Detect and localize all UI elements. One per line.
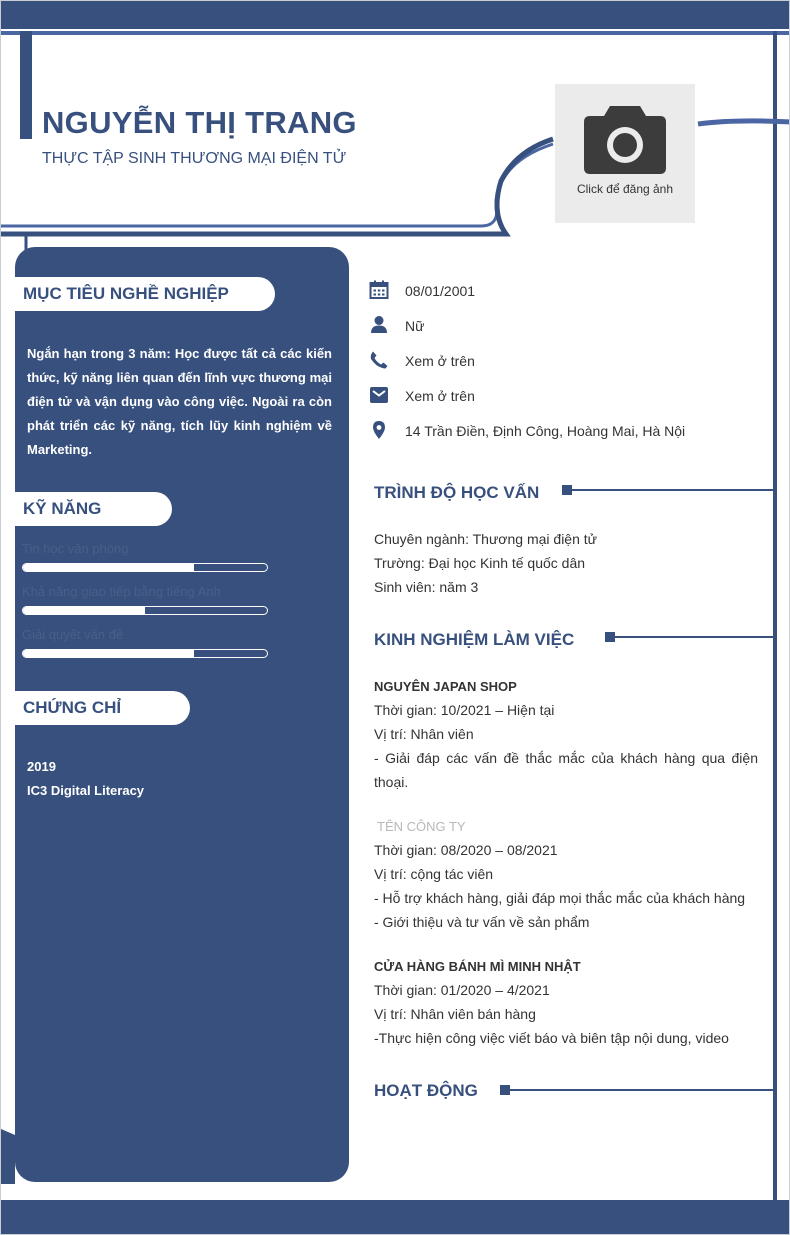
job-company: NGUYÊN JAPAN SHOP [374, 679, 517, 694]
contact-text: 14 Trần Điền, Định Công, Hoàng Mai, Hà Nội [405, 423, 686, 439]
contact-text: Xem ở trên [405, 353, 475, 369]
job-time: Thời gian: 10/2021 – Hiện tại [374, 702, 555, 718]
job-title: THỰC TẬP SINH THƯƠNG MẠI ĐIỆN TỬ [42, 150, 347, 167]
job-position: Vị trí: Nhân viên bán hàng [374, 1006, 536, 1022]
certificates-title: CHỨNG CHỈ [23, 698, 122, 717]
phone-icon [369, 350, 389, 370]
objective-text: Ngắn hạn trong 3 năm: Học được tất cả các kiến thức, kỹ năng liên quan đến lĩnh vực thương mại điện tử và vận dụng vào công việc. Ngoài ra còn phát triển các kỹ năng, tích lũy kinh nghiệm về Marketing. [27, 346, 332, 457]
envelope-icon [369, 385, 389, 405]
job-company: CỬA HÀNG BÁNH MÌ MINH NHẬT [374, 959, 581, 974]
education-school: Trường: Đại học Kinh tế quốc dân [374, 555, 586, 571]
job-task: - Hỗ trợ khách hàng, giải đáp mọi thắc mắc của khách hàng [374, 890, 746, 906]
certificate-name: IC3 Digital Literacy [27, 783, 145, 798]
skill-bar [22, 563, 268, 572]
camera-icon [582, 104, 668, 176]
objective-title: MỤC TIÊU NGHỀ NGHIỆP [23, 284, 229, 303]
education-title: TRÌNH ĐỘ HỌC VẤN [374, 483, 540, 502]
skill-bar [22, 649, 268, 658]
certificate-year: 2019 [27, 759, 56, 774]
calendar-icon [369, 280, 389, 300]
education-divider [567, 489, 775, 491]
skill-bar [22, 606, 268, 615]
skill-name: Giải quyết vấn đề [22, 627, 124, 642]
photo-upload-label: Click để đăng ảnh [576, 182, 674, 196]
activities-title: HOẠT ĐỘNG [374, 1081, 478, 1100]
certificates-heading [15, 691, 190, 725]
job-description: - Giải đáp các vấn đề thắc mắc của khách hàng qua điện thoại. [374, 750, 758, 790]
map-pin-icon [369, 420, 389, 440]
skill-fill [23, 607, 145, 614]
job-time: Thời gian: 08/2020 – 08/2021 [374, 842, 558, 858]
experience-title: KINH NGHIỆM LÀM VIỆC [374, 630, 575, 649]
contact-text: Xem ở trên [405, 388, 475, 404]
skills-title: KỸ NĂNG [23, 499, 102, 518]
job-position: Vị trí: cộng tác viên [374, 866, 494, 882]
user-icon [369, 315, 389, 335]
job-task: - Giới thiệu và tư vấn về sản phẩm [374, 914, 590, 930]
education-year: Sinh viên: năm 3 [374, 579, 479, 595]
skill-name: Khả năng giao tiếp bằng tiếng Anh [22, 584, 221, 599]
skill-fill [23, 650, 194, 657]
experience-divider [610, 636, 775, 638]
bottom-banner [1, 1200, 790, 1235]
skill-name: Tin học văn phòng [22, 541, 129, 556]
education-major: Chuyên ngành: Thương mại điện tử [374, 531, 598, 547]
skill-item [22, 627, 268, 658]
candidate-name: NGUYỄN THỊ TRANG [42, 105, 357, 140]
photo-upload[interactable] [555, 84, 695, 223]
activities-divider [505, 1089, 775, 1091]
job-position: Vị trí: Nhân viên [374, 726, 474, 742]
objective-heading [15, 277, 275, 311]
contact-text: Nữ [405, 318, 425, 334]
skill-item [22, 541, 268, 572]
sidebar-tab-decoration [1, 1129, 33, 1184]
contact-text: 08/01/2001 [405, 283, 476, 299]
skill-fill [23, 564, 194, 571]
job-description: -Thực hiện công việc viết báo và biên tập nội dung, video [374, 1030, 729, 1046]
job-time: Thời gian: 01/2020 – 4/2021 [374, 982, 550, 998]
skill-item [22, 584, 268, 615]
skills-heading [15, 492, 172, 526]
job-company: TÊN CÔNG TY [377, 819, 466, 834]
